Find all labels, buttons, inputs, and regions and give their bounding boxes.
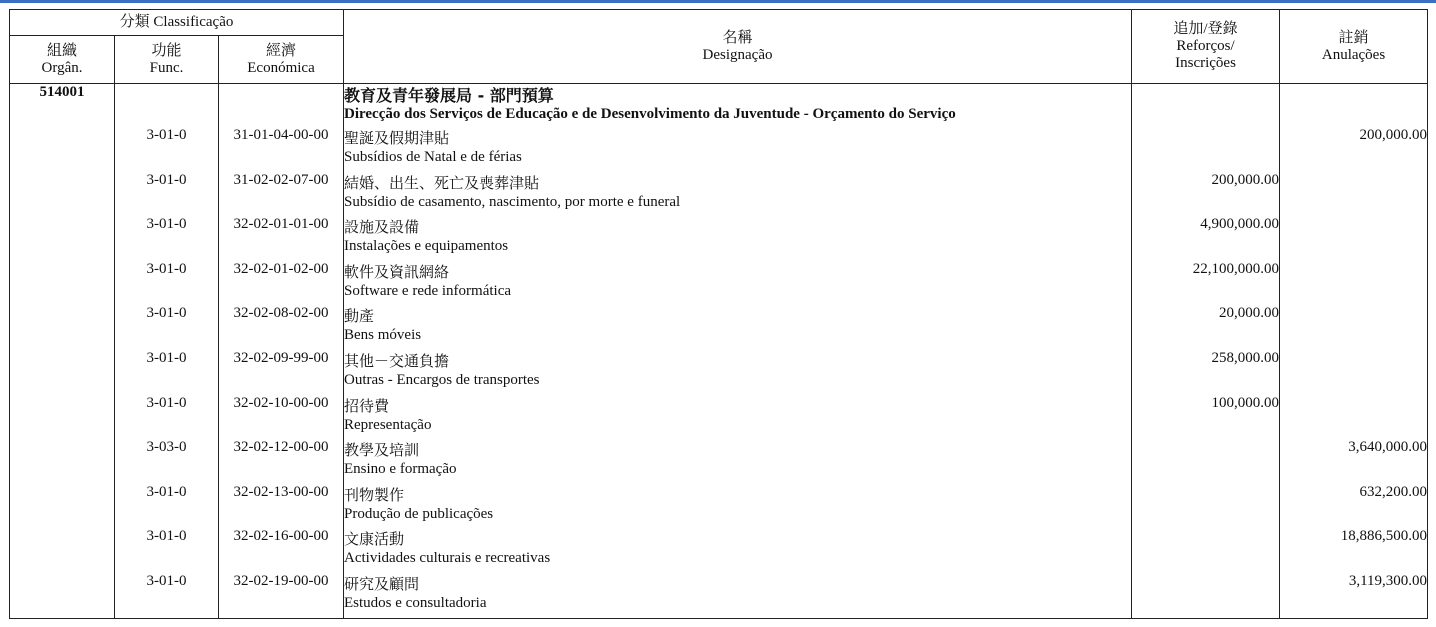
designation-zh: 結婚、出生、死亡及喪葬津貼 [344,175,540,192]
reinforcement-amount: 4,900,000.00 [1132,216,1280,261]
empty-cell [219,84,344,128]
reinforcement-amount: 20,000.00 [1132,305,1280,350]
org-cell [10,261,115,306]
reinforcement-amount [1132,439,1280,484]
table-row [10,350,1428,395]
reinforcement-amount [1132,127,1280,172]
section-designation [344,84,1132,128]
reinforcement-amount: 200,000.00 [1132,172,1280,217]
functional-header-zh: 功能 [151,42,182,59]
designation-pt: Outras - Encargos de transportes [344,371,540,388]
annulment-amount [1280,172,1428,217]
designation-zh: 刊物製作 [344,487,405,504]
functional-code: 3-01-0 [115,350,219,395]
org-cell [10,528,115,573]
designation-cell [344,484,1132,529]
table-row [10,216,1428,261]
economic-code: 32-02-01-01-00 [219,216,344,261]
designation-header [344,10,1132,84]
designation-pt: Subsídio de casamento, nascimento, por morte e funeral [344,193,681,210]
budget-table [9,9,1428,619]
table-body [10,84,1428,619]
table-row [10,127,1428,172]
annulment-amount [1280,305,1428,350]
reinforcement-amount: 100,000.00 [1132,395,1280,440]
empty-cell [1280,84,1428,128]
designation-cell [344,439,1132,484]
economic-code: 32-02-13-00-00 [219,484,344,529]
economic-header [219,36,344,84]
designation-zh: 招待費 [344,398,390,415]
annulment-amount [1280,350,1428,395]
annulments-header-zh: 註銷 [1338,29,1369,46]
annulment-amount: 3,119,300.00 [1280,573,1428,618]
table-row [10,261,1428,306]
annulment-amount: 3,640,000.00 [1280,439,1428,484]
annulment-amount [1280,261,1428,306]
functional-code: 3-01-0 [115,127,219,172]
functional-header-pt: Func. [149,59,184,76]
annulment-amount: 632,200.00 [1280,484,1428,529]
annulments-header-pt: Anulações [1321,46,1386,63]
org-cell [10,127,115,172]
functional-code: 3-01-0 [115,528,219,573]
designation-cell [344,350,1132,395]
designation-zh: 文康活動 [344,532,405,549]
organic-header-pt: Orgân. [41,59,83,76]
designation-cell [344,395,1132,440]
classification-header: 分類 Classificação [10,10,344,36]
designation-zh: 軟件及資訊網絡 [344,264,450,281]
org-cell [10,216,115,261]
functional-code: 3-01-0 [115,395,219,440]
designation-zh: 動產 [344,309,375,326]
economic-code: 32-02-16-00-00 [219,528,344,573]
designation-cell [344,573,1132,618]
functional-code: 3-01-0 [115,573,219,618]
functional-code: 3-01-0 [115,172,219,217]
economic-code: 32-02-12-00-00 [219,439,344,484]
reinforcements-header [1132,10,1280,84]
table-row [10,439,1428,484]
economic-code: 32-02-01-02-00 [219,261,344,306]
reinforcement-amount: 258,000.00 [1132,350,1280,395]
designation-zh: 其他－交通負擔 [344,353,450,370]
functional-header [115,36,219,84]
designation-pt: Representação [344,416,432,433]
functional-code: 3-01-0 [115,305,219,350]
empty-cell [1132,84,1280,128]
economic-code: 32-02-08-02-00 [219,305,344,350]
designation-cell [344,216,1132,261]
section-title-zh: 教育及青年發展局 - 部門預算 [344,86,554,105]
designation-zh: 研究及顧問 [344,576,420,593]
org-cell [10,573,115,618]
table-row [10,528,1428,573]
table-header [10,10,1428,84]
designation-header-zh: 名稱 [722,29,753,46]
designation-pt: Ensino e formação [344,461,457,478]
economic-code: 31-02-02-07-00 [219,172,344,217]
designation-cell [344,127,1132,172]
org-code: 514001 [10,84,115,128]
annulment-amount: 18,886,500.00 [1280,528,1428,573]
designation-header-pt: Designação [702,46,773,63]
designation-pt: Bens móveis [344,327,422,344]
designation-pt: Subsídios de Natal e de férias [344,149,522,165]
table-row [10,172,1428,217]
functional-code: 3-01-0 [115,261,219,306]
organic-header [10,36,115,84]
reinforcements-header-pt1: Reforços/ [1176,38,1235,54]
org-cell [10,439,115,484]
annulment-amount: 200,000.00 [1280,127,1428,172]
designation-zh: 教學及培訓 [344,443,420,460]
org-cell [10,350,115,395]
organic-header-zh: 組織 [46,42,77,59]
annulments-header [1280,10,1428,84]
org-cell [10,395,115,440]
economic-code: 31-01-04-00-00 [219,127,344,172]
designation-pt: Estudos e consultadoria [344,594,487,611]
reinforcements-header-pt2: Inscrições [1175,55,1236,71]
designation-cell [344,172,1132,217]
designation-pt: Instalações e equipamentos [344,238,509,255]
org-cell [10,484,115,529]
designation-zh: 聖誕及假期津貼 [344,131,450,147]
table-row [10,395,1428,440]
empty-cell [115,84,219,128]
table-row [10,573,1428,618]
functional-code: 3-01-0 [115,216,219,261]
reinforcement-amount: 22,100,000.00 [1132,261,1280,306]
reinforcements-header-zh: 追加/登錄 [1173,21,1238,37]
economic-code: 32-02-10-00-00 [219,395,344,440]
designation-zh: 設施及設備 [344,220,420,237]
top-rule [0,0,1436,3]
annulment-amount [1280,395,1428,440]
designation-pt: Software e rede informática [344,282,512,299]
table-row [10,305,1428,350]
designation-cell [344,305,1132,350]
annulment-amount [1280,216,1428,261]
org-cell [10,172,115,217]
reinforcement-amount [1132,484,1280,529]
economic-code: 32-02-09-99-00 [219,350,344,395]
section-row [10,84,1428,128]
economic-header-zh: 經濟 [266,42,297,59]
reinforcement-amount [1132,528,1280,573]
designation-cell [344,261,1132,306]
reinforcement-amount [1132,573,1280,618]
org-cell [10,305,115,350]
table-row [10,484,1428,529]
designation-cell [344,528,1132,573]
functional-code: 3-01-0 [115,484,219,529]
economic-header-pt: Económica [247,59,315,76]
designation-pt: Actividades culturais e recreativas [344,550,551,567]
designation-pt: Produção de publicações [344,505,494,522]
section-title-pt: Direcção dos Serviços de Educação e de Desenvolvimento da Juventude - Orçamento do Serviço [344,106,956,122]
economic-code: 32-02-19-00-00 [219,573,344,618]
functional-code: 3-03-0 [115,439,219,484]
